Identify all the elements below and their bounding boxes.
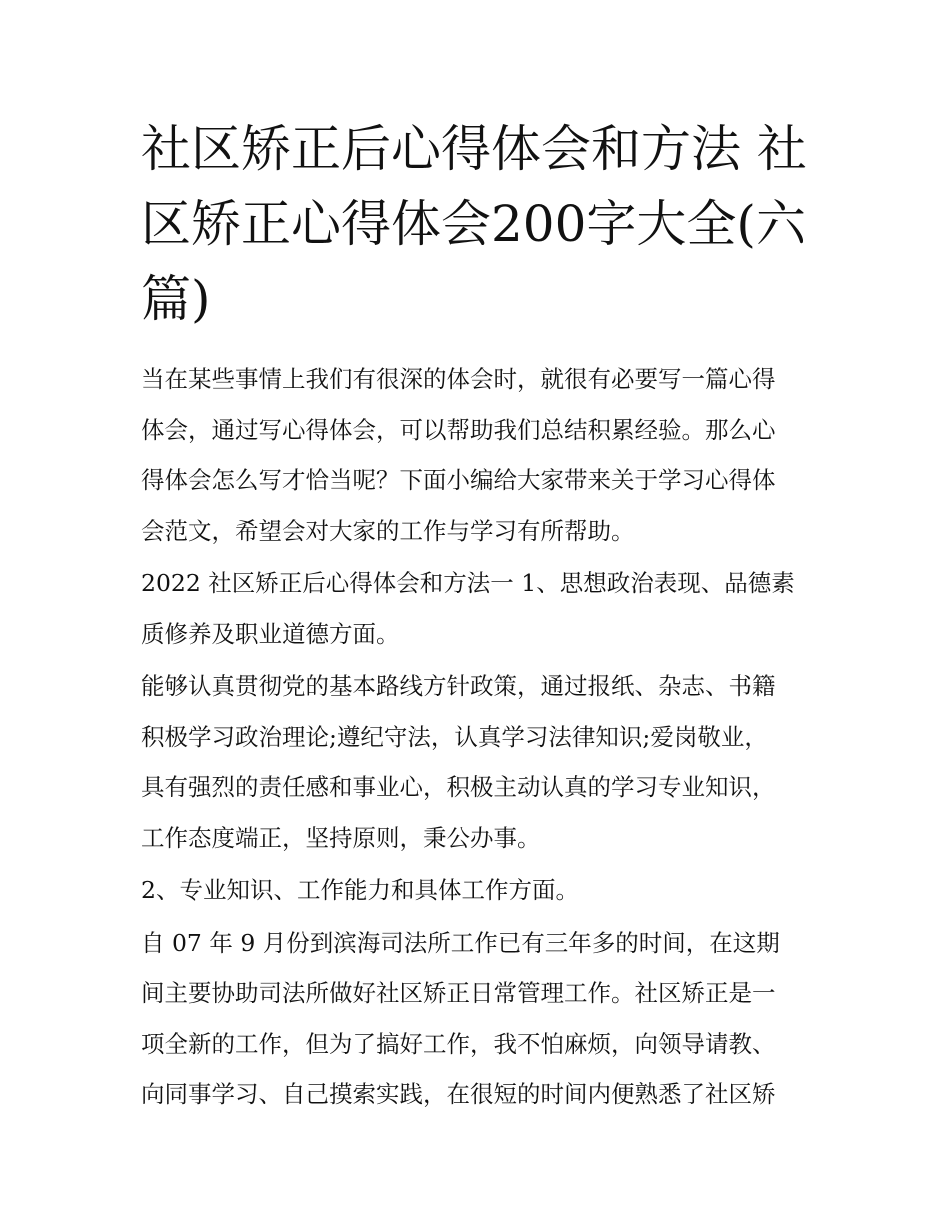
paragraph-section-2-body	[141, 918, 831, 1120]
text-line: 当在某些事情上我们有很深的体会时，就很有必要写一篇心得	[141, 365, 776, 393]
text-line: 2022 社区矫正后心得体会和方法一 1、思想政治表现、品德素	[141, 569, 795, 597]
text-line: 能够认真贯彻党的基本路线方针政策，通过报纸、杂志、书籍	[141, 672, 776, 700]
paragraph-section-2-heading	[141, 865, 831, 916]
text-line: 自 07 年 9 月份到滨海司法所工作已有三年多的时间，在这期	[141, 928, 780, 957]
paragraph-section-1-body	[141, 661, 831, 863]
text-line: 项全新的工作，但为了搞好工作，我不怕麻烦，向领导请教、	[141, 1029, 776, 1058]
title-line: 篇)	[141, 270, 211, 328]
title-line: 社区矫正后心得体会和方法 社	[141, 120, 807, 178]
document-body	[141, 354, 831, 1120]
text-line: 向同事学习、自己摸索实践，在很短的时间内便熟悉了社区矫	[141, 1080, 776, 1108]
text-line: 工作态度端正，坚持原则，秉公办事。	[141, 823, 541, 852]
text-line: 具有强烈的责任感和事业心，积极主动认真的学习专业知识，	[141, 773, 776, 801]
text-line: 积极学习政治理论;遵纪守法，认真学习法律知识;爱岗敬业，	[141, 722, 768, 751]
text-line: 质修养及职业道德方面。	[141, 619, 400, 648]
text-line: 会范文，希望会对大家的工作与学习有所帮助。	[141, 516, 635, 545]
text-line: 间主要协助司法所做好社区矫正日常管理工作。社区矫正是一	[141, 979, 776, 1007]
document-title	[141, 112, 821, 337]
paragraph-section-1-heading	[141, 558, 831, 659]
title-line: 区矫正心得体会200字大全(六	[141, 195, 806, 253]
text-line: 2、专业知识、工作能力和具体工作方面。	[141, 876, 579, 904]
text-line: 得体会怎么写才恰当呢？下面小编给大家带来关于学习心得体	[141, 466, 776, 494]
paragraph-intro	[141, 354, 831, 556]
text-line: 体会，通过写心得体会，可以帮助我们总结积累经验。那么心	[141, 415, 776, 444]
